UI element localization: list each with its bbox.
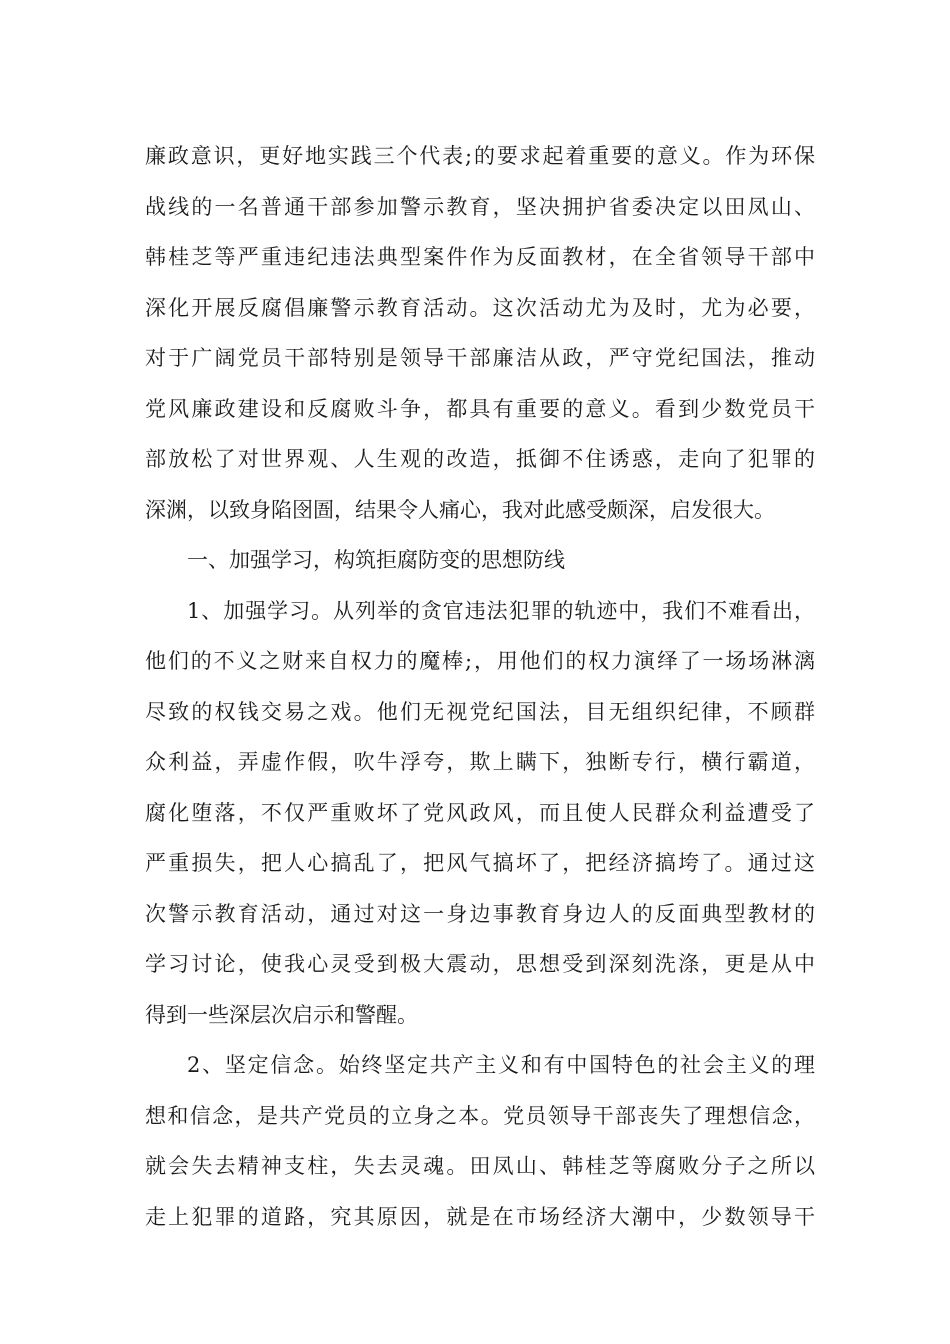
text-line: 想和信念，是共产党员的立身之本。党员领导干部丧失了理想信念， — [145, 1103, 815, 1128]
text-line: 廉政意识，更好地实践三个代表;的要求起着重要的意义。作为环保 — [145, 144, 815, 168]
document-body — [145, 131, 815, 1242]
text-line: 1、加强学习。从列举的贪官违法犯罪的轨迹中，我们不难看出， — [187, 598, 815, 623]
text-line: 就会失去精神支柱，失去灵魂。田凤山、韩桂芝等腐败分子之所以 — [145, 1154, 815, 1178]
text-line: 部放松了对世界观、人生观的改造，抵御不住诱惑，走向了犯罪的 — [145, 447, 815, 471]
section-heading — [145, 535, 815, 586]
text-line: 严重损失，把人心搞乱了，把风气搞坏了，把经济搞垮了。通过这 — [145, 851, 815, 875]
paragraph-study — [145, 586, 815, 1041]
text-line: 他们的不义之财来自权力的魔棒;，用他们的权力演绎了一场场淋漓 — [145, 649, 815, 673]
text-line: 党风廉政建设和反腐败斗争，都具有重要的意义。看到少数党员干 — [145, 396, 815, 421]
text-line: 韩桂芝等严重违纪违法典型案件作为反面教材，在全省领导干部中 — [145, 245, 815, 269]
text-line: 次警示教育活动，通过对这一身边事教育身边人的反面典型教材的 — [145, 901, 815, 926]
text-line: 深化开展反腐倡廉警示教育活动。这次活动尤为及时，尤为必要， — [145, 295, 815, 320]
text-line: 战线的一名普通干部参加警示教育，坚决拥护省委决定以田凤山、 — [145, 194, 815, 219]
text-line: 深渊，以致身陷囹圄，结果令人痛心，我对此感受颇深，启发很大。 — [145, 497, 775, 522]
text-line: 2、坚定信念。始终坚定共产主义和有中国特色的社会主义的理 — [187, 1053, 815, 1077]
paragraph-intro — [145, 131, 815, 535]
paragraph-belief — [145, 1040, 815, 1242]
text-line: 得到一些深层次启示和警醒。 — [145, 1002, 418, 1027]
text-line: 腐化堕落，不仅严重败坏了党风政风，而且使人民群众利益遭受了 — [145, 800, 815, 825]
text-line: 尽致的权钱交易之戏。他们无视党纪国法，目无组织纪律，不顾群 — [145, 699, 815, 724]
text-line: 学习讨论，使我心灵受到极大震动，思想受到深刻洗涤，更是从中 — [145, 952, 815, 976]
heading-line: 一、加强学习，构筑拒腐防变的思想防线 — [187, 548, 565, 572]
text-line: 众利益，弄虚作假，吹牛浮夸，欺上瞒下，独断专行，横行霸道， — [145, 750, 815, 774]
text-line: 走上犯罪的道路，究其原因，就是在市场经济大潮中，少数领导干 — [145, 1204, 815, 1229]
text-line: 对于广阔党员干部特别是领导干部廉洁从政，严守党纪国法，推动 — [145, 346, 815, 370]
